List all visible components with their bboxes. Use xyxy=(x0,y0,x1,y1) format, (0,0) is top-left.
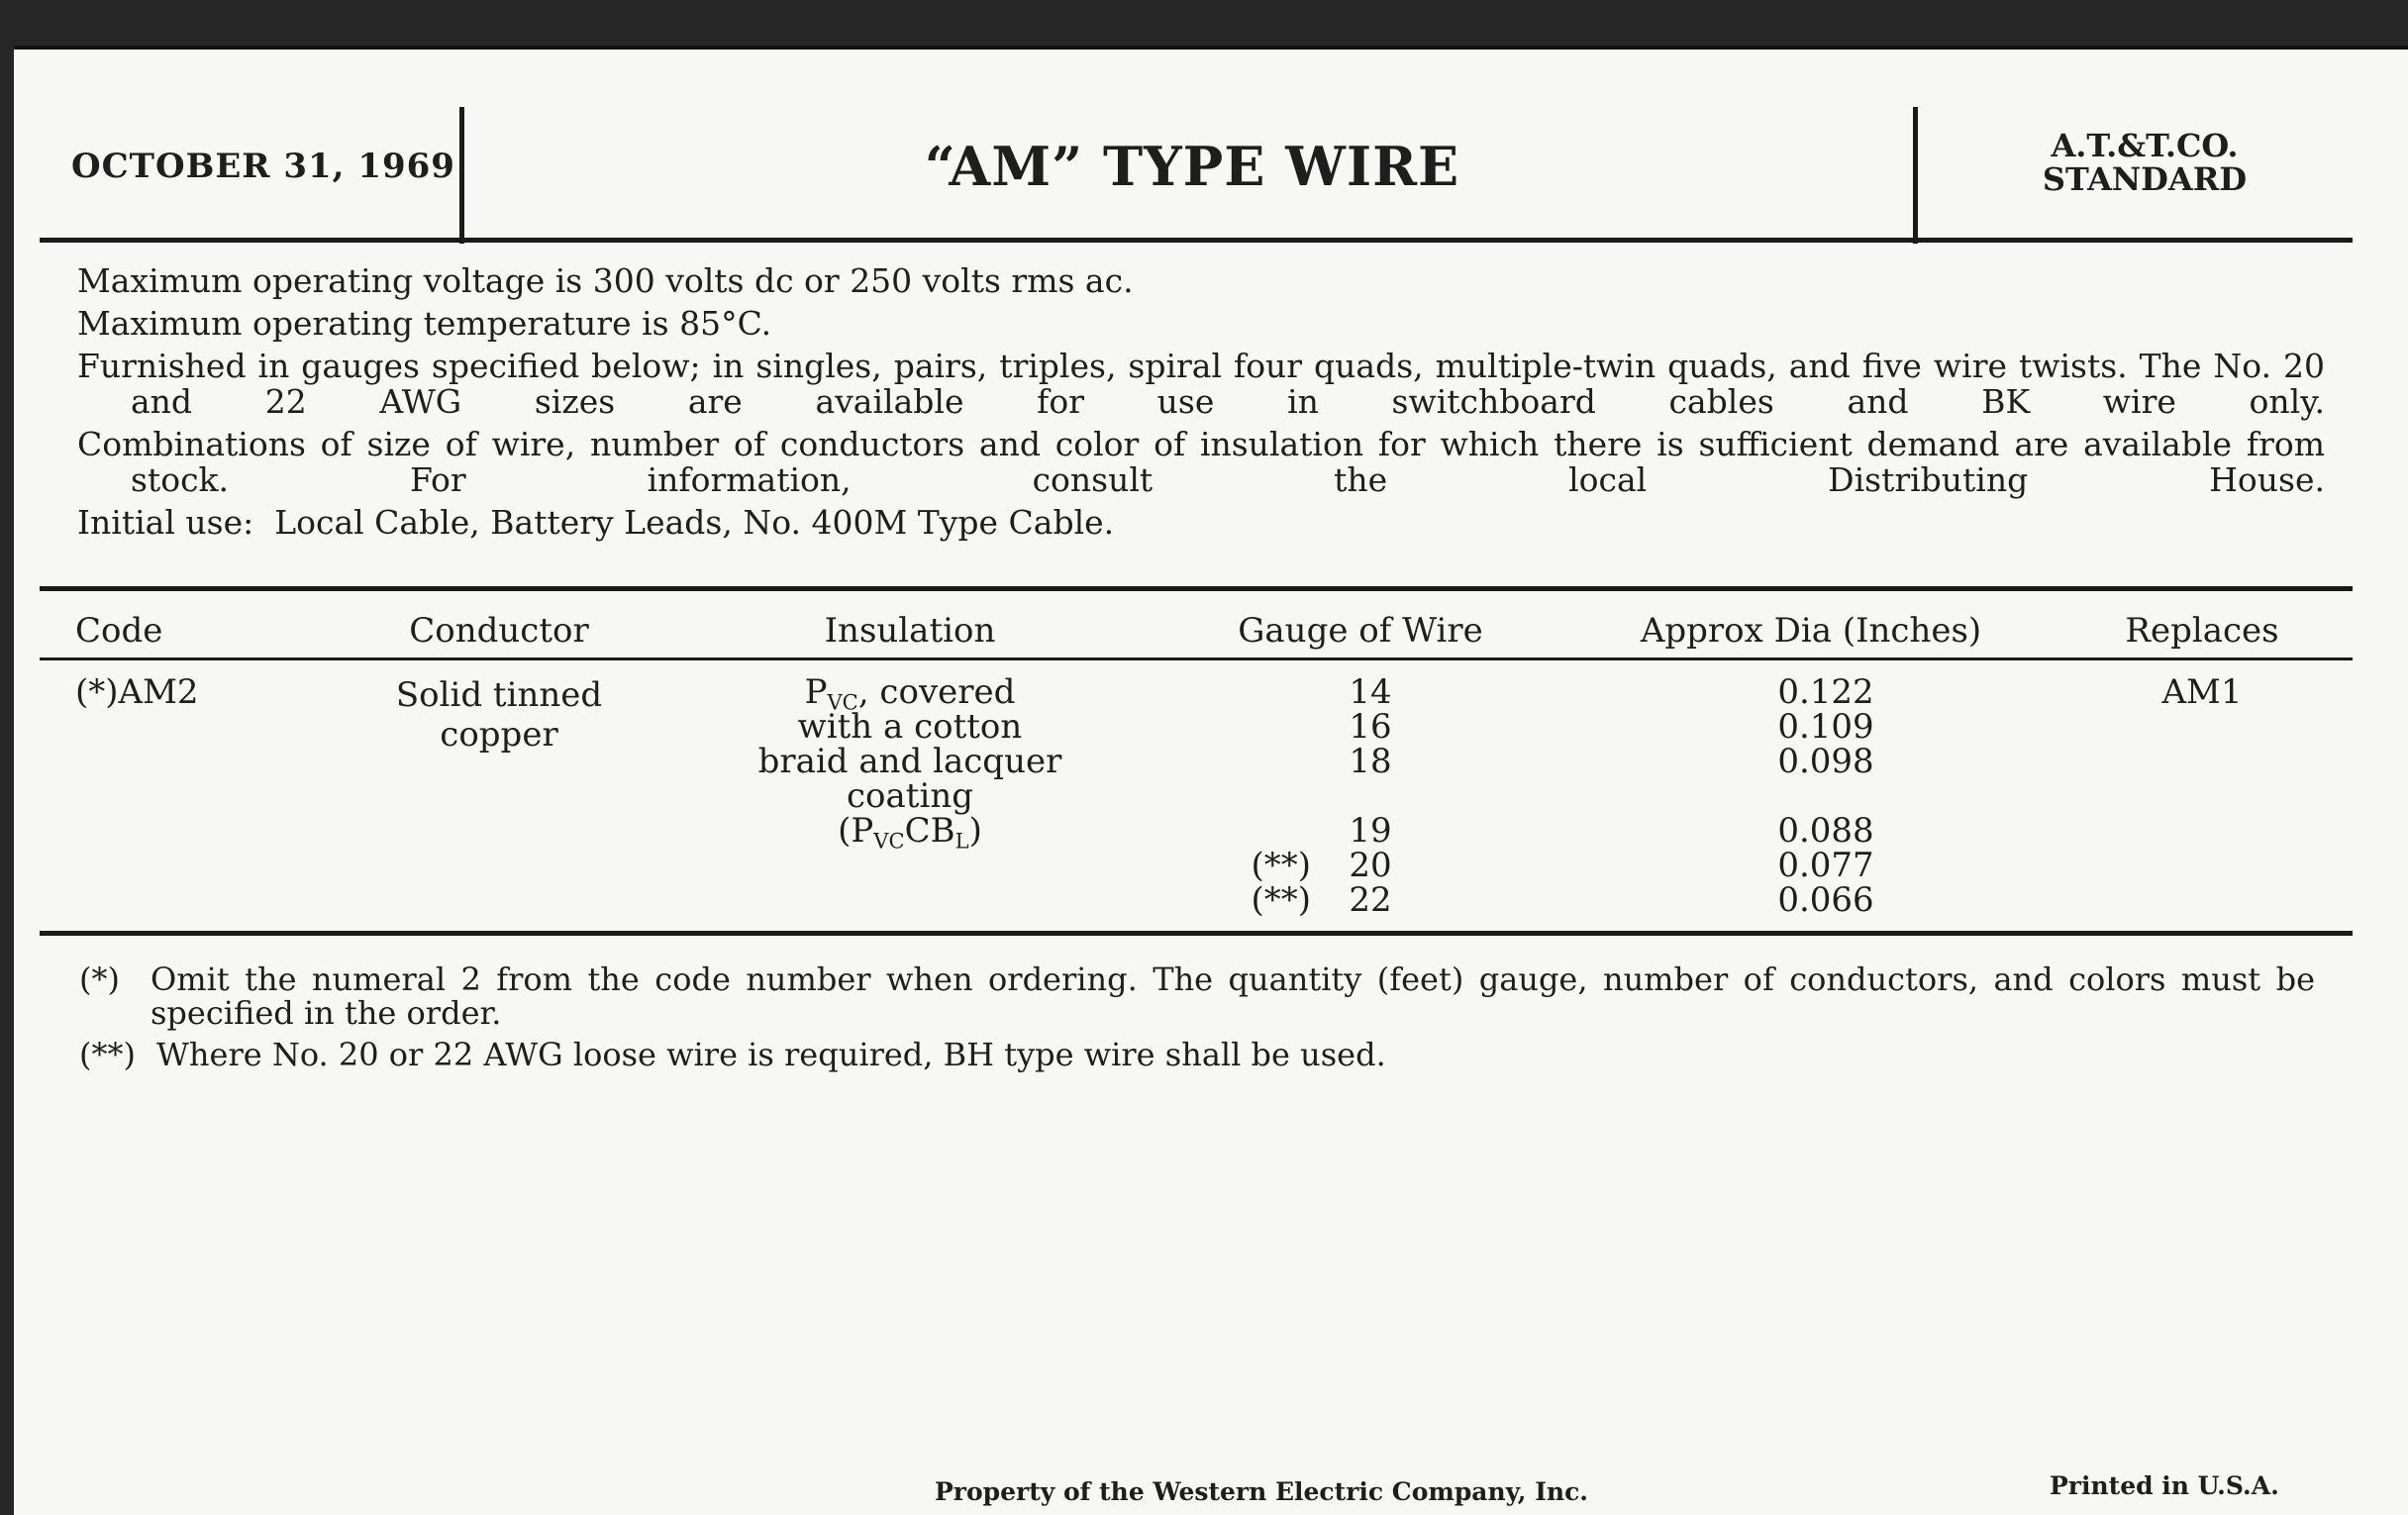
col-header-code: Code xyxy=(75,611,163,651)
col-header-gauge: Gauge of Wire xyxy=(1238,611,1483,651)
gauge-mark: (**) xyxy=(1251,846,1311,885)
diameter-value: 0.098 xyxy=(1777,742,1874,781)
spec-voltage: Maximum operating voltage is 300 volts dc or 250 volts rms ac. xyxy=(77,261,1134,300)
gauge-value: 18 xyxy=(1349,742,1392,781)
spec-gauges: Furnished in gauges specified below; in singles, pairs, triples, spiral four quads, multiple-twin quads, and five wire twists. The No. 20 and 22 AWG sizes are available for use in switchboard cables and BK wire only. xyxy=(77,347,2325,421)
gauge-value: 20 xyxy=(1349,846,1392,885)
spec-temperature: Maximum operating temperature is 85°C. xyxy=(77,304,772,343)
gauge-value: 16 xyxy=(1349,707,1392,747)
diameter-gap xyxy=(1737,779,1915,814)
gauge-mark xyxy=(1192,745,1311,779)
table-bottom-rule xyxy=(40,931,2353,936)
gauge-gap xyxy=(1192,779,1311,814)
cell-conductor xyxy=(351,675,648,755)
footnote-2-text: Where No. 20 or 22 AWG loose wire is required, BH type wire shall be used. xyxy=(156,1036,1386,1073)
gauge-mark xyxy=(1192,814,1311,849)
diameter-value: 0.109 xyxy=(1777,707,1874,747)
printed-notice: Printed in U.S.A. xyxy=(2050,1471,2279,1500)
gauge-gap xyxy=(1321,779,1420,814)
col-header-insulation: Insulation xyxy=(824,611,996,651)
cell-gauge-marks xyxy=(1192,675,1311,918)
gauge-mark xyxy=(1192,675,1311,710)
diameter-value: 0.066 xyxy=(1777,880,1874,920)
insulation-line-4: coating xyxy=(847,776,973,816)
gauge-value: 19 xyxy=(1349,811,1392,851)
footnote-1-mark: (*) xyxy=(79,960,120,998)
property-notice: Property of the Western Electric Company, Inc. xyxy=(935,1477,1589,1506)
document-card xyxy=(14,46,2408,1515)
standard-line-1: A.T.&T.CO. xyxy=(2051,127,2239,164)
cell-gauges xyxy=(1321,672,1420,920)
diameter-value: 0.122 xyxy=(1777,672,1874,712)
diameter-value: 0.088 xyxy=(1777,811,1874,851)
footnote-2-mark: (**) xyxy=(79,1036,136,1073)
spec-combinations: Combinations of size of wire, number of conductors and color of insulation for which there is sufficient demand are available from stock. For information, consult the local Distributing House. xyxy=(77,425,2325,499)
cell-code: (*)AM2 xyxy=(75,672,199,712)
insulation-line-3: braid and lacquer xyxy=(757,742,1062,781)
conductor-line-1: Solid tinned xyxy=(395,675,603,715)
spec-initial-use: Initial use: Local Cable, Battery Leads, No. 400M Type Cable. xyxy=(77,503,1115,542)
col-header-replaces: Replaces xyxy=(2125,611,2279,651)
header-rule xyxy=(40,238,2353,243)
issue-date: OCTOBER 31, 1969 xyxy=(71,147,455,186)
insulation-line-2: with a cotton xyxy=(797,707,1023,747)
gauge-value: 14 xyxy=(1349,672,1392,712)
col-header-conductor: Conductor xyxy=(409,611,589,651)
gauge-value: 22 xyxy=(1349,880,1392,920)
diameter-value: 0.077 xyxy=(1777,846,1874,885)
footnote-1-text: Omit the numeral 2 from the code number when ordering. The quantity (feet) gauge, number of conductors, and colors must be specified in the order. xyxy=(150,960,2315,1032)
document-title: “AM” TYPE WIRE xyxy=(924,135,1460,198)
cell-replaces: AM1 xyxy=(2161,672,2243,712)
spec-paragraphs xyxy=(77,263,2325,548)
gauge-mark xyxy=(1192,710,1311,745)
col-header-diameter: Approx Dia (Inches) xyxy=(1640,611,1982,651)
table-header-rule xyxy=(40,657,2353,660)
insulation-line-1: $P_{VC}$, covered xyxy=(804,672,1016,715)
gauge-mark: (**) xyxy=(1251,880,1311,920)
conductor-line-2: copper xyxy=(440,715,558,755)
table-top-rule xyxy=(40,586,2353,591)
cell-insulation xyxy=(737,672,1083,854)
insulation-line-5: $(P_{VC}CB_L)$ xyxy=(838,811,982,854)
header-divider-right xyxy=(1913,107,1918,244)
standard-mark xyxy=(1925,129,2364,196)
cell-diameters xyxy=(1737,672,1915,920)
standard-line-2: STANDARD xyxy=(2042,160,2248,198)
